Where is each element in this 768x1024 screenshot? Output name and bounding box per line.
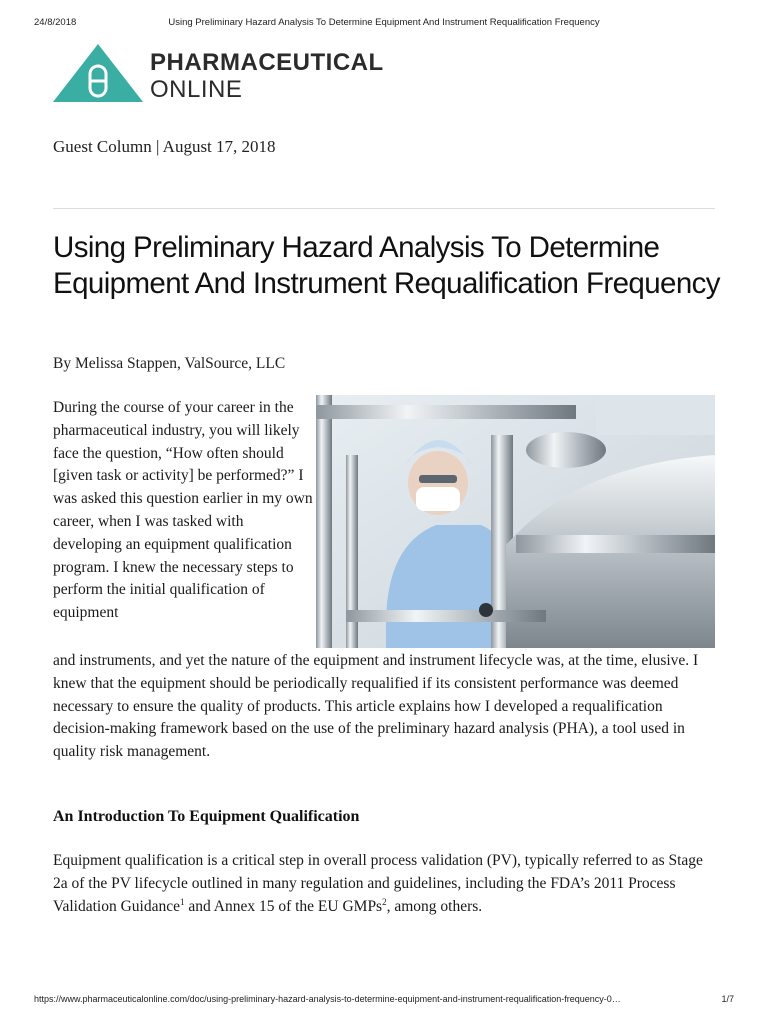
divider bbox=[53, 208, 715, 209]
page-number: 1/7 bbox=[721, 994, 734, 1004]
print-date: 24/8/2018 bbox=[34, 17, 77, 28]
print-url: https://www.pharmaceuticalonline.com/doc/using-preliminary-hazard-analysis-to-determine-equipment-and-instrument-requalification-frequency-0… bbox=[34, 994, 621, 1004]
print-header bbox=[0, 17, 768, 31]
paragraph-intro-continued: and instruments, and yet the nature of the equipment and instrument lifecycle was, at the time, elusive. I knew that the equipment should be periodically requalified if its consistent performance was deemed necessary to ensure the quality of products. This article explains how I developed a requalification decision-making framework based on the use of the preliminary hazard analysis (PHA), a tool used in quality risk management. bbox=[53, 652, 699, 761]
paragraph-text: and Annex 15 of the EU GMPs bbox=[184, 897, 383, 915]
footnote-ref-2[interactable]: 2 bbox=[382, 896, 387, 907]
print-footer bbox=[0, 994, 768, 1008]
paragraph-qualification bbox=[53, 850, 718, 918]
paragraph-text: , among others. bbox=[386, 897, 483, 915]
footnote-ref-1[interactable]: 1 bbox=[179, 896, 185, 907]
logo-text-line1: PHARMACEUTICAL bbox=[150, 49, 384, 76]
section-heading: An Introduction To Equipment Qualification bbox=[53, 808, 360, 825]
pill-logo-icon bbox=[53, 44, 143, 102]
logo-text-line2: ONLINE bbox=[150, 76, 243, 103]
site-logo[interactable] bbox=[53, 44, 413, 104]
paragraph-intro-wrapped: During the course of your career in the pharmaceutical industry, you will likely face the question, “How often should [given task or activity] be performed?” I was asked this question earlier in my own career, when I was tasked with developing an equipment qualification program. I knew the necessary steps to perform the initial qualification of equipment bbox=[53, 399, 313, 622]
print-title: Using Preliminary Hazard Analysis To Determine Equipment And Instrument Requalification Frequency bbox=[168, 17, 600, 28]
article-photo bbox=[316, 395, 715, 648]
article-headline: Using Preliminary Hazard Analysis To Determine Equipment And Instrument Requalification Frequency bbox=[53, 231, 720, 300]
paragraph-text: Equipment qualification is a critical step in overall process validation (PV), typically referred to as Stage 2a of the PV lifecycle outlined in many regulation and guidelines, including the FDA’s 2011 Process Validation Guidance bbox=[53, 852, 703, 915]
byline: By Melissa Stappen, ValSource, LLC bbox=[53, 355, 286, 372]
article-meta: Guest Column | August 17, 2018 bbox=[53, 137, 276, 156]
